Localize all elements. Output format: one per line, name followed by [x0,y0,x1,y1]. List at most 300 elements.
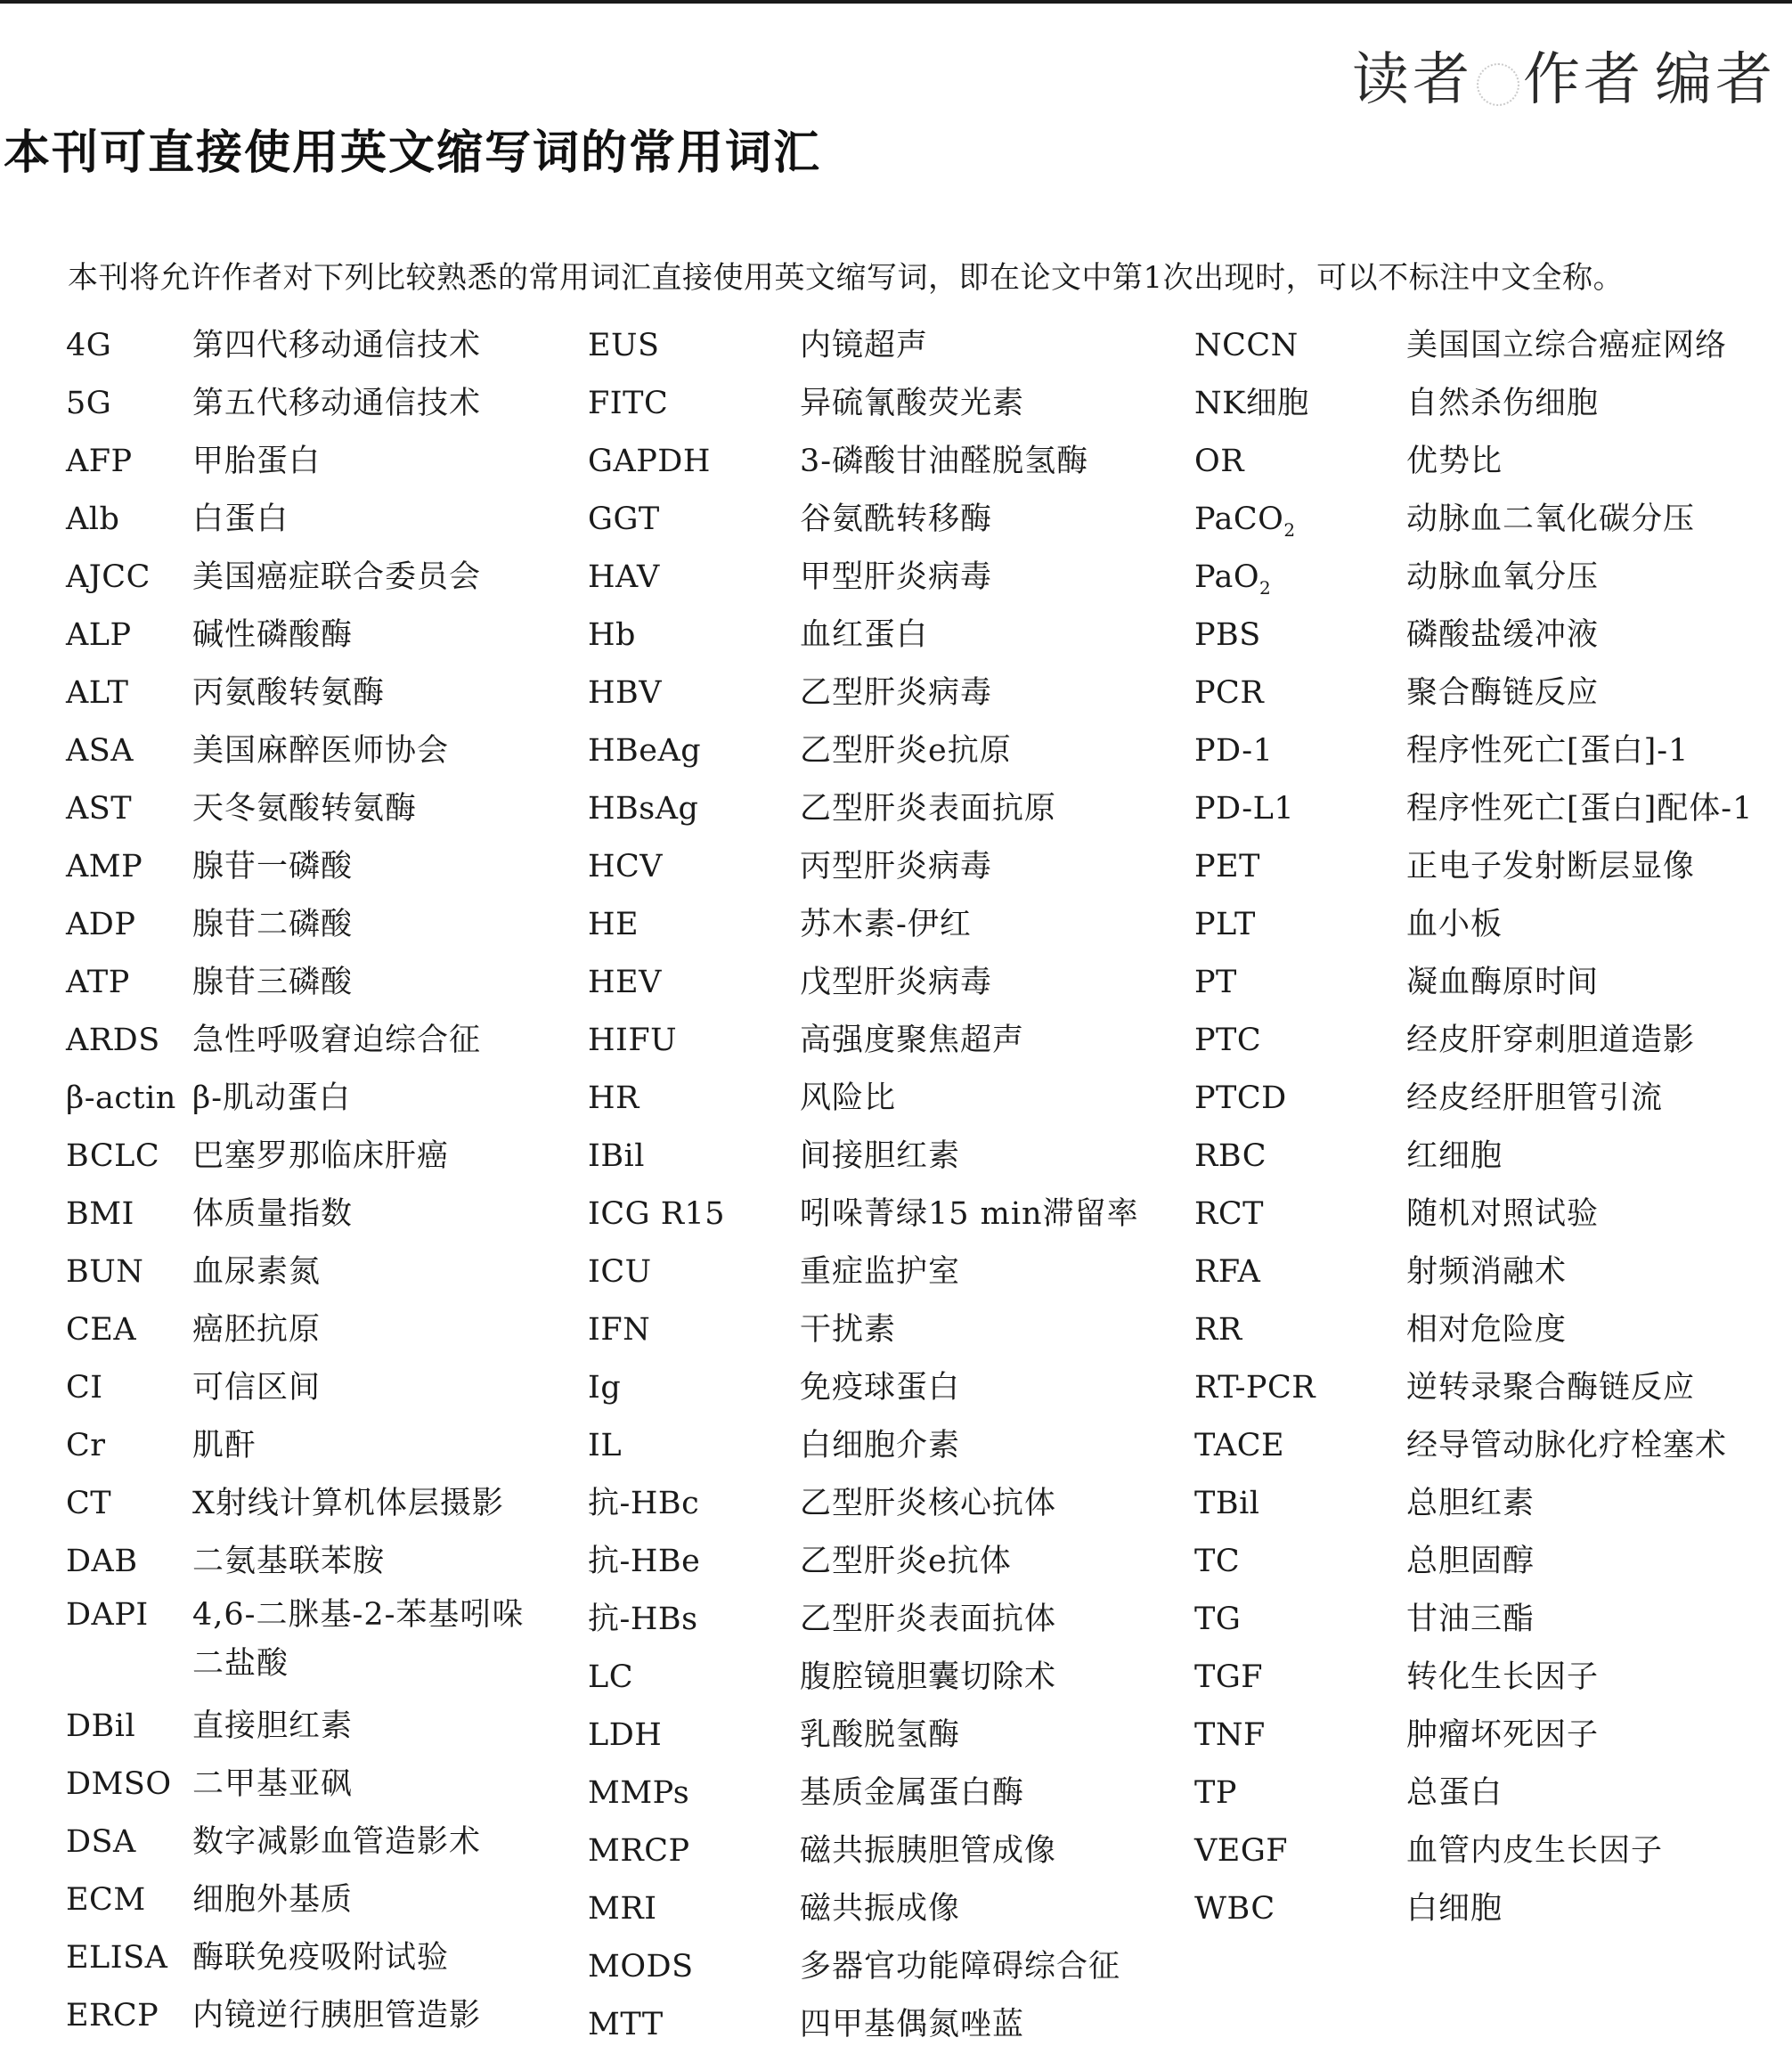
entry-term: 乙型肝炎核心抗体 [800,1486,1057,1521]
glossary-entry [66,1070,549,1128]
entry-abbreviation [1194,1417,1406,1475]
entry-abbreviation [588,1822,800,1880]
entry-abbreviation-text: CI [66,1370,103,1406]
glossary-entry [588,317,1139,375]
glossary-entry [588,1012,1139,1070]
glossary-entry [1194,954,1753,1012]
entry-abbreviation [588,780,800,838]
entry-abbreviation-text: DMSO [66,1766,172,1802]
entry-term: 白细胞 [1406,1891,1503,1927]
glossary-entry [66,896,549,954]
glossary-entry [66,1871,549,1929]
glossary-entry [588,1591,1139,1649]
glossary-entry [588,1301,1139,1359]
entry-term: 甲胎蛋白 [192,444,322,479]
glossary-entry [588,1359,1139,1417]
entry-term: 随机对照试验 [1406,1196,1600,1232]
entry-abbreviation-text: TACE [1194,1428,1285,1463]
glossary-entry [588,1417,1139,1475]
entry-abbreviation [66,1871,192,1929]
entry-abbreviation-text: GGT [588,501,660,537]
entry-abbreviation [588,607,800,664]
entry-term: 射频消融术 [1406,1254,1568,1290]
entry-abbreviation-text: DBil [66,1708,136,1744]
glossary-entry [1194,1012,1753,1070]
glossary-entry [66,1012,549,1070]
entry-abbreviation-text: MMPs [588,1775,690,1811]
entry-abbreviation-text: ASA [66,733,134,769]
entry-abbreviation-text: 4G [66,328,112,363]
entry-abbreviation-text: ATP [66,965,130,1000]
entry-abbreviation-text: MODS [588,1949,694,1985]
entry-term: 磁共振成像 [800,1891,961,1927]
entry-term: 血小板 [1406,907,1503,942]
entry-abbreviation [588,1417,800,1475]
entry-term: 红细胞 [1406,1138,1503,1174]
glossary-entry [588,780,1139,838]
entry-abbreviation [588,1186,800,1243]
entry-abbreviation-text: PCR [1194,675,1265,711]
entry-term: 癌胚抗原 [192,1312,322,1348]
entry-abbreviation [588,722,800,780]
entry-term: 风险比 [800,1080,897,1116]
entry-abbreviation-text: ELISA [66,1940,168,1976]
glossary-entry [588,1649,1139,1707]
entry-abbreviation-subscript: 2 [1283,519,1296,541]
glossary-entry [588,1243,1139,1301]
entry-abbreviation [1194,1070,1406,1128]
entry-term: 肌酐 [192,1428,257,1463]
entry-term: 基质金属蛋白酶 [800,1775,1025,1811]
entry-abbreviation [588,491,800,549]
entry-abbreviation [66,1929,192,1987]
glossary-entry [66,722,549,780]
entry-term: 异硫氰酸荧光素 [800,386,1025,421]
entry-abbreviation [588,1765,800,1822]
entry-abbreviation [66,1301,192,1359]
entry-abbreviation-text: HE [588,907,639,942]
entry-abbreviation-subscript: 2 [1259,577,1272,599]
entry-abbreviation-text: ALP [66,617,132,653]
glossary-entry [1194,317,1753,375]
glossary-entry [588,1475,1139,1533]
entry-abbreviation-text: HAV [588,559,660,595]
glossary-entry [588,664,1139,722]
entry-abbreviation-text: NCCN [1194,328,1299,363]
entry-abbreviation-text: LC [588,1659,634,1695]
section-label [1352,47,1776,113]
entry-abbreviation-text: VEGF [1194,1833,1289,1869]
glossary-entry [1194,1591,1753,1649]
entry-term: 间接胆红素 [800,1138,961,1174]
entry-abbreviation-text: IFN [588,1312,651,1348]
entry-abbreviation [1194,1012,1406,1070]
entry-term: 3-磷酸甘油醛脱氢酶 [800,444,1089,479]
entry-abbreviation [588,1533,800,1591]
entry-abbreviation [588,433,800,491]
entry-abbreviation [66,838,192,896]
glossary-entry [1194,549,1753,607]
entry-abbreviation [66,722,192,780]
top-rule [0,0,1792,4]
entry-abbreviation-text: MTT [588,2007,664,2042]
entry-abbreviation [1194,896,1406,954]
entry-abbreviation-text: DAB [66,1544,138,1579]
entry-abbreviation [66,1012,192,1070]
entry-abbreviation [588,838,800,896]
entry-abbreviation [1194,375,1406,433]
section-label-part3: 编者 [1655,47,1776,113]
glossary-entry [66,1698,549,1756]
entry-abbreviation [588,1301,800,1359]
entry-term: 动脉血二氧化碳分压 [1406,501,1696,537]
entry-abbreviation [1194,1128,1406,1186]
entry-abbreviation-text: HBV [588,675,663,711]
entry-abbreviation [66,433,192,491]
entry-abbreviation-text: HBsAg [588,791,699,827]
entry-abbreviation-text: IBil [588,1138,645,1174]
entry-abbreviation-text: BUN [66,1254,144,1290]
entry-abbreviation-text: TP [1194,1775,1237,1811]
entry-abbreviation [66,1591,192,1640]
entry-abbreviation-text: ALT [66,675,129,711]
entry-term: 凝血酶原时间 [1406,965,1600,1000]
entry-term: 巴塞罗那临床肝癌 [192,1138,450,1174]
entry-abbreviation [588,549,800,607]
glossary-entry [66,838,549,896]
entry-abbreviation [1194,491,1406,549]
entry-abbreviation-text: AFP [66,444,133,479]
entry-abbreviation-text: ICG R15 [588,1196,726,1232]
entry-term: 二氨基联苯胺 [192,1544,386,1579]
entry-abbreviation [1194,433,1406,491]
entry-term: 多器官功能障碍综合征 [800,1949,1121,1985]
entry-abbreviation [66,1533,192,1591]
glossary-entry [1194,1301,1753,1359]
entry-abbreviation-text: PET [1194,849,1260,884]
entry-term: 干扰素 [800,1312,897,1348]
entry-abbreviation [66,607,192,664]
glossary-entry [588,375,1139,433]
entry-term: 丙氨酸转氨酶 [192,675,386,711]
entry-abbreviation-text: BCLC [66,1138,160,1174]
glossary-entry [588,1186,1139,1243]
page-title: 本刊可直接使用英文缩写词的常用词汇 [4,126,822,180]
entry-abbreviation [588,896,800,954]
entry-abbreviation [1194,1301,1406,1359]
entry-abbreviation-text: ECM [66,1882,146,1918]
entry-abbreviation-text: PaCO [1194,501,1284,537]
entry-term: 急性呼吸窘迫综合征 [192,1023,482,1058]
glossary-entry [1194,838,1753,896]
entry-abbreviation-text: PLT [1194,907,1256,942]
entry-term: 自然杀伤细胞 [1406,386,1600,421]
glossary-entry [66,317,549,375]
glossary-entry [1194,491,1753,549]
entry-term: X射线计算机体层摄影 [192,1486,504,1521]
entry-abbreviation-text: DAPI [66,1597,149,1633]
glossary-entry [66,1929,549,1987]
entry-abbreviation-text: RCT [1194,1196,1264,1232]
entry-term: 二甲基亚砜 [192,1766,354,1802]
entry-abbreviation-text: GAPDH [588,444,711,479]
glossary-entry [1194,1186,1753,1243]
glossary-entry [66,1417,549,1475]
entry-abbreviation-text: AJCC [66,559,151,595]
entry-term: 内镜超声 [800,328,929,363]
entry-abbreviation-text: β-actin [66,1080,176,1116]
entry-term: 天冬氨酸转氨酶 [192,791,418,827]
entry-abbreviation [1194,1822,1406,1880]
entry-abbreviation-text: PTC [1194,1023,1262,1058]
glossary-entry [588,1707,1139,1765]
entry-abbreviation [1194,722,1406,780]
entry-term: 丙型肝炎病毒 [800,849,993,884]
entry-abbreviation-text: LDH [588,1717,663,1753]
entry-abbreviation [1194,1880,1406,1938]
entry-term: 四甲基偶氮唑蓝 [800,2007,1025,2042]
section-label-part2: 作者 [1523,47,1644,113]
entry-abbreviation [588,1880,800,1938]
entry-term: 甘油三酯 [1406,1602,1535,1637]
glossary-entry [1194,1822,1753,1880]
entry-abbreviation [66,1987,192,2045]
glossary-entry [588,954,1139,1012]
entry-abbreviation [1194,1186,1406,1243]
glossary-entry [66,780,549,838]
entry-abbreviation [66,780,192,838]
glossary-entry [66,1359,549,1417]
entry-term: 乙型肝炎e抗体 [800,1544,1012,1579]
glossary-entry [1194,1128,1753,1186]
glossary-entry [588,722,1139,780]
entry-abbreviation-text: PBS [1194,617,1261,653]
entry-abbreviation [588,954,800,1012]
entry-term: 酶联免疫吸附试验 [192,1940,450,1976]
glossary-entry [588,838,1139,896]
glossary-entry [1194,1765,1753,1822]
glossary-entry [1194,375,1753,433]
entry-term: 内镜逆行胰胆管造影 [192,1998,482,2034]
entry-abbreviation [66,1186,192,1243]
glossary-entry [588,1822,1139,1880]
entry-term: 乙型肝炎病毒 [800,675,993,711]
entry-abbreviation-text: TGF [1194,1659,1264,1695]
entry-term: 数字减影血管造影术 [192,1824,482,1860]
entry-abbreviation [1194,1765,1406,1822]
entry-abbreviation [1194,607,1406,664]
glossary-entry [1194,1417,1753,1475]
entry-abbreviation-text: CT [66,1486,112,1521]
glossary-entry [66,1186,549,1243]
entry-term: 总胆红素 [1406,1486,1535,1521]
glossary-entry [588,491,1139,549]
entry-abbreviation-text: PT [1194,965,1237,1000]
entry-abbreviation-text: HR [588,1080,639,1116]
glossary-entry [1194,896,1753,954]
entry-abbreviation [66,1417,192,1475]
glossary-entry [588,433,1139,491]
entry-term: 戊型肝炎病毒 [800,965,993,1000]
entry-abbreviation [1194,549,1406,607]
entry-abbreviation-text: RT-PCR [1194,1370,1316,1406]
entry-abbreviation-text: HBeAg [588,733,702,769]
entry-abbreviation [66,1243,192,1301]
entry-term: 第五代移动通信技术 [192,386,482,421]
entry-term: 吲哚菁绿15 min滞留率 [800,1196,1139,1232]
entry-abbreviation-text: AST [66,791,133,827]
glossary-entry [1194,1070,1753,1128]
glossary-entry [1194,607,1753,664]
entry-abbreviation [588,1243,800,1301]
entry-abbreviation-text: ICU [588,1254,652,1290]
entry-abbreviation-text: CEA [66,1312,137,1348]
entry-abbreviation [588,1359,800,1417]
glossary-entry [588,1938,1139,1996]
entry-abbreviation [66,317,192,375]
glossary-entry [1194,1707,1753,1765]
entry-abbreviation [66,1070,192,1128]
entry-term: 美国癌症联合委员会 [192,559,482,595]
entry-term: 重症监护室 [800,1254,961,1290]
entry-abbreviation [66,549,192,607]
glossary-entry [588,549,1139,607]
entry-abbreviation-text: ARDS [66,1023,160,1058]
entry-abbreviation-text: HIFU [588,1023,678,1058]
section-label-part1: 读者 [1352,47,1473,113]
glossary-entry [1194,780,1753,838]
entry-abbreviation [66,1698,192,1756]
glossary-entry [66,1533,549,1591]
entry-abbreviation-text: 抗-HBe [588,1544,701,1579]
glossary-entry [1194,1533,1753,1591]
entry-term: 美国国立综合癌症网络 [1406,328,1728,363]
entry-term: 经导管动脉化疗栓塞术 [1406,1428,1728,1463]
glossary-entry [66,1756,549,1814]
entry-abbreviation [588,1128,800,1186]
entry-term: 程序性死亡[蛋白]-1 [1406,733,1690,769]
entry-abbreviation [66,896,192,954]
entry-abbreviation [1194,1243,1406,1301]
glossary-entry [1194,722,1753,780]
entry-abbreviation-text: BMI [66,1196,134,1232]
entry-abbreviation-text: PTCD [1194,1080,1287,1116]
entry-abbreviation [1194,1533,1406,1591]
glossary-entry [66,1475,549,1533]
entry-abbreviation [1194,1707,1406,1765]
entry-abbreviation-text: ERCP [66,1998,159,2034]
entry-term: 第四代移动通信技术 [192,328,482,363]
entry-term: 乳酸脱氢酶 [800,1717,961,1753]
glossary-entry [588,1128,1139,1186]
glossary-entry [66,1243,549,1301]
glossary-entry [1194,664,1753,722]
entry-abbreviation-text: Hb [588,617,636,653]
glossary-column-1 [66,317,549,2045]
entry-term: 乙型肝炎表面抗体 [800,1602,1057,1637]
entry-term: 白细胞介素 [800,1428,961,1463]
entry-term: 动脉血氧分压 [1406,559,1600,595]
entry-term: 转化生长因子 [1406,1659,1600,1695]
entry-term: 总蛋白 [1406,1775,1503,1811]
entry-term: 腺苷三磷酸 [192,965,354,1000]
entry-abbreviation [66,1756,192,1814]
glossary-entry [588,1533,1139,1591]
intro-paragraph: 本刊将允许作者对下列比较熟悉的常用词汇直接使用英文缩写词，即在论文中第1次出现时，可以不标注中文全称。 [68,260,1625,296]
entry-abbreviation-text: AMP [66,849,143,884]
entry-term: 高强度聚焦超声 [800,1023,1025,1058]
entry-term: 程序性死亡[蛋白]配体-1 [1406,791,1754,827]
entry-abbreviation-text: RBC [1194,1138,1267,1174]
entry-term: 血红蛋白 [800,617,929,653]
entry-abbreviation [66,1359,192,1417]
glossary-entry [1194,1475,1753,1533]
entry-term: 细胞外基质 [192,1882,354,1918]
entry-term: 直接胆红素 [192,1708,354,1744]
entry-abbreviation-text: PD-1 [1194,733,1274,769]
glossary-entry [66,1128,549,1186]
entry-abbreviation [66,491,192,549]
entry-term: 血管内皮生长因子 [1406,1833,1664,1869]
glossary-entry [588,607,1139,664]
entry-abbreviation [588,1649,800,1707]
entry-term: 4,6-二脒基-2-苯基吲哚二盐酸 [192,1597,525,1682]
entry-abbreviation-text: 抗-HBc [588,1486,700,1521]
entry-abbreviation [66,664,192,722]
entry-abbreviation [588,1591,800,1649]
entry-abbreviation [588,1996,800,2054]
glossary-entry [588,1880,1139,1938]
entry-term: 经皮经肝胆管引流 [1406,1080,1664,1116]
glossary-entry [588,896,1139,954]
entry-abbreviation [1194,664,1406,722]
entry-term: 血尿素氮 [192,1254,322,1290]
entry-abbreviation-text: TNF [1194,1717,1266,1753]
entry-term: 白蛋白 [192,501,289,537]
entry-abbreviation [66,375,192,433]
glossary-entry [588,1996,1139,2054]
seal-watermark-icon [1477,63,1519,106]
entry-term: 美国麻醉医师协会 [192,733,450,769]
entry-abbreviation-text: TBil [1194,1486,1260,1521]
entry-abbreviation-text: HCV [588,849,664,884]
glossary-entry [1194,1880,1753,1938]
glossary-column-2 [588,317,1139,2054]
entry-abbreviation [1194,1475,1406,1533]
entry-term: 磷酸盐缓冲液 [1406,617,1600,653]
entry-term: 甲型肝炎病毒 [800,559,993,595]
entry-abbreviation-text: Cr [66,1428,106,1463]
entry-abbreviation-text: MRI [588,1891,657,1927]
entry-abbreviation-text: TC [1194,1544,1241,1579]
glossary-entry [588,1765,1139,1822]
entry-abbreviation-text: Ig [588,1370,622,1406]
glossary-entry [66,607,549,664]
entry-term: 腹腔镜胆囊切除术 [800,1659,1057,1695]
entry-term: 乙型肝炎表面抗原 [800,791,1057,827]
glossary-entry [66,954,549,1012]
entry-abbreviation [588,1938,800,1996]
entry-term: 乙型肝炎e抗原 [800,733,1012,769]
entry-abbreviation-text: EUS [588,328,660,363]
entry-term: 聚合酶链反应 [1406,675,1600,711]
entry-abbreviation [1194,317,1406,375]
entry-term: 优势比 [1406,444,1503,479]
entry-term: 正电子发射断层显像 [1406,849,1696,884]
glossary-entry [66,664,549,722]
entry-abbreviation-text: RR [1194,1312,1242,1348]
entry-term: 谷氨酰转移酶 [800,501,993,537]
